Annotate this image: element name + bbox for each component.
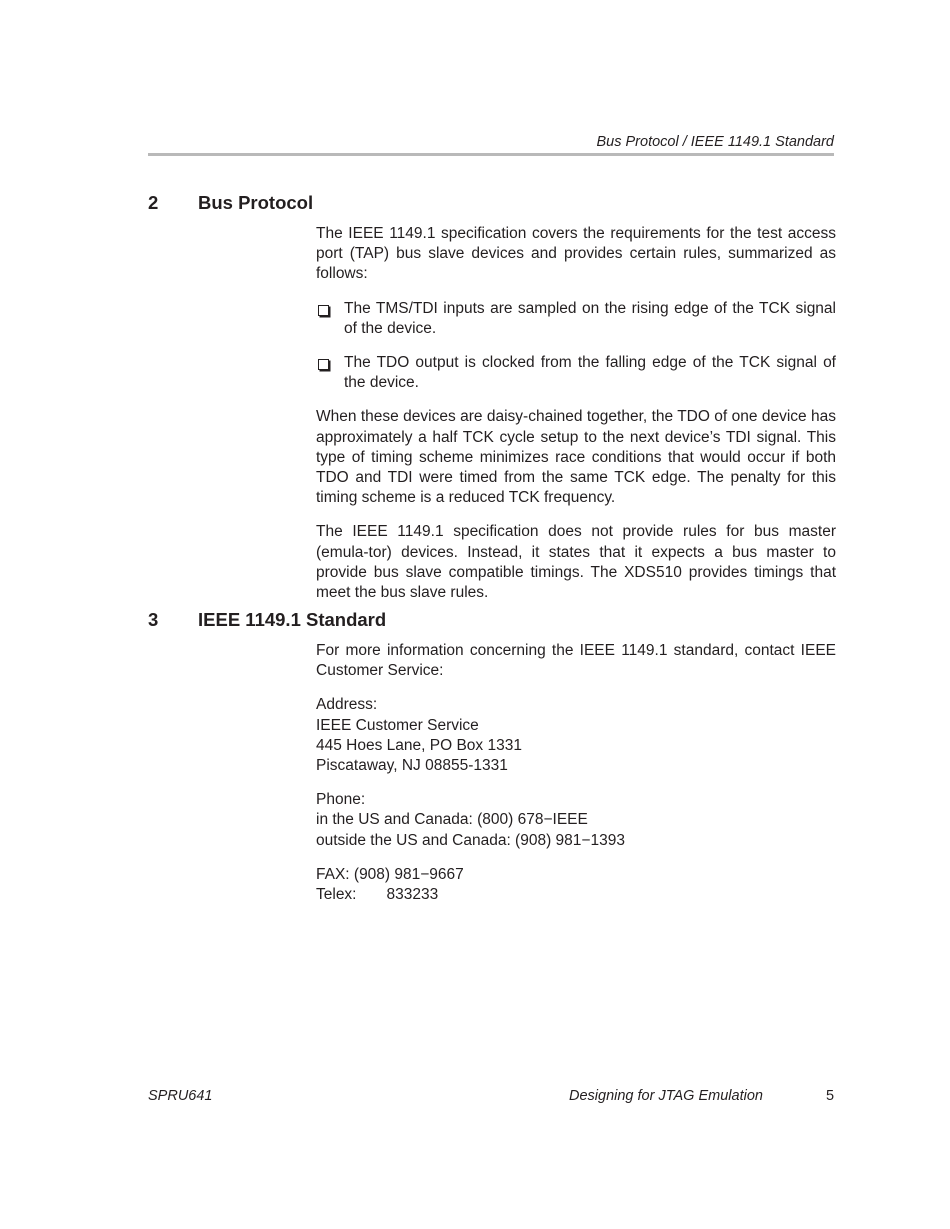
section-3-number: 3	[148, 609, 159, 630]
address-line: IEEE Customer Service	[316, 716, 479, 734]
bullet-item	[316, 353, 836, 393]
section-2-body	[316, 224, 836, 603]
bullet-item	[316, 299, 836, 339]
section-3-body	[316, 641, 836, 905]
footer-doc-id: SPRU641	[148, 1088, 213, 1104]
section-3-intro: For more information concerning the IEEE 1149.1 standard, contact IEEE Customer Service:	[316, 642, 836, 680]
fax-number: FAX: (908) 981−9667	[316, 865, 464, 883]
address-label: Address:	[316, 696, 378, 714]
bullet-text: The TDO output is clocked from the falling edge of the TCK signal of the device.	[344, 354, 836, 392]
section-2-title: Bus Protocol	[198, 192, 314, 213]
phone-label: Phone:	[316, 791, 366, 809]
address-line: 445 Hoes Lane, PO Box 1331	[316, 736, 522, 754]
section-2-heading	[148, 192, 313, 214]
footer-doc-title: Designing for JTAG Emulation	[569, 1088, 763, 1104]
phone-outside: outside the US and Canada: (908) 981−1393	[316, 831, 625, 849]
telex-label: Telex:	[316, 886, 357, 904]
footer-page-number: 5	[826, 1088, 835, 1104]
fax-telex-block	[316, 865, 836, 905]
section-3-heading	[148, 609, 386, 631]
address-block	[316, 695, 836, 776]
section-3-title: IEEE 1149.1 Standard	[198, 609, 387, 630]
address-line: Piscataway, NJ 08855-1331	[316, 757, 508, 775]
section-2-paragraph-bus-master: The IEEE 1149.1 specification does not provide rules for bus master (emula-tor) devices. Instead, it states that it expects a bus master to provide bus slave compatible timings. The XDS510 provides timings that meet the bus slave rules.	[316, 523, 836, 602]
header-rule	[148, 153, 834, 156]
phone-block	[316, 790, 836, 851]
phone-us-canada: in the US and Canada: (800) 678−IEEE	[316, 811, 588, 829]
section-2-number: 2	[148, 192, 159, 213]
section-2-intro: The IEEE 1149.1 specification covers the requirements for the test access port (TAP) bus slave devices and provides certain rules, summarized as follows:	[316, 225, 836, 283]
telex-number: 833233	[386, 886, 439, 904]
section-2-paragraph-daisy-chain: When these devices are daisy-chained together, the TDO of one device has approximately a half TCK cycle setup to the next device’s TDI signal. This type of timing scheme minimizes race conditions that would occur if both TDO and TDI were timed from the same TCK edge. The penalty for this timing scheme is a reduced TCK frequency.	[316, 408, 836, 507]
running-header: Bus Protocol / IEEE 1149.1 Standard	[596, 134, 834, 150]
telex-line	[316, 885, 836, 905]
checkbox-bullet-icon	[318, 305, 329, 316]
bullet-text: The TMS/TDI inputs are sampled on the rising edge of the TCK signal of the device.	[344, 299, 836, 337]
checkbox-bullet-icon	[318, 359, 329, 370]
